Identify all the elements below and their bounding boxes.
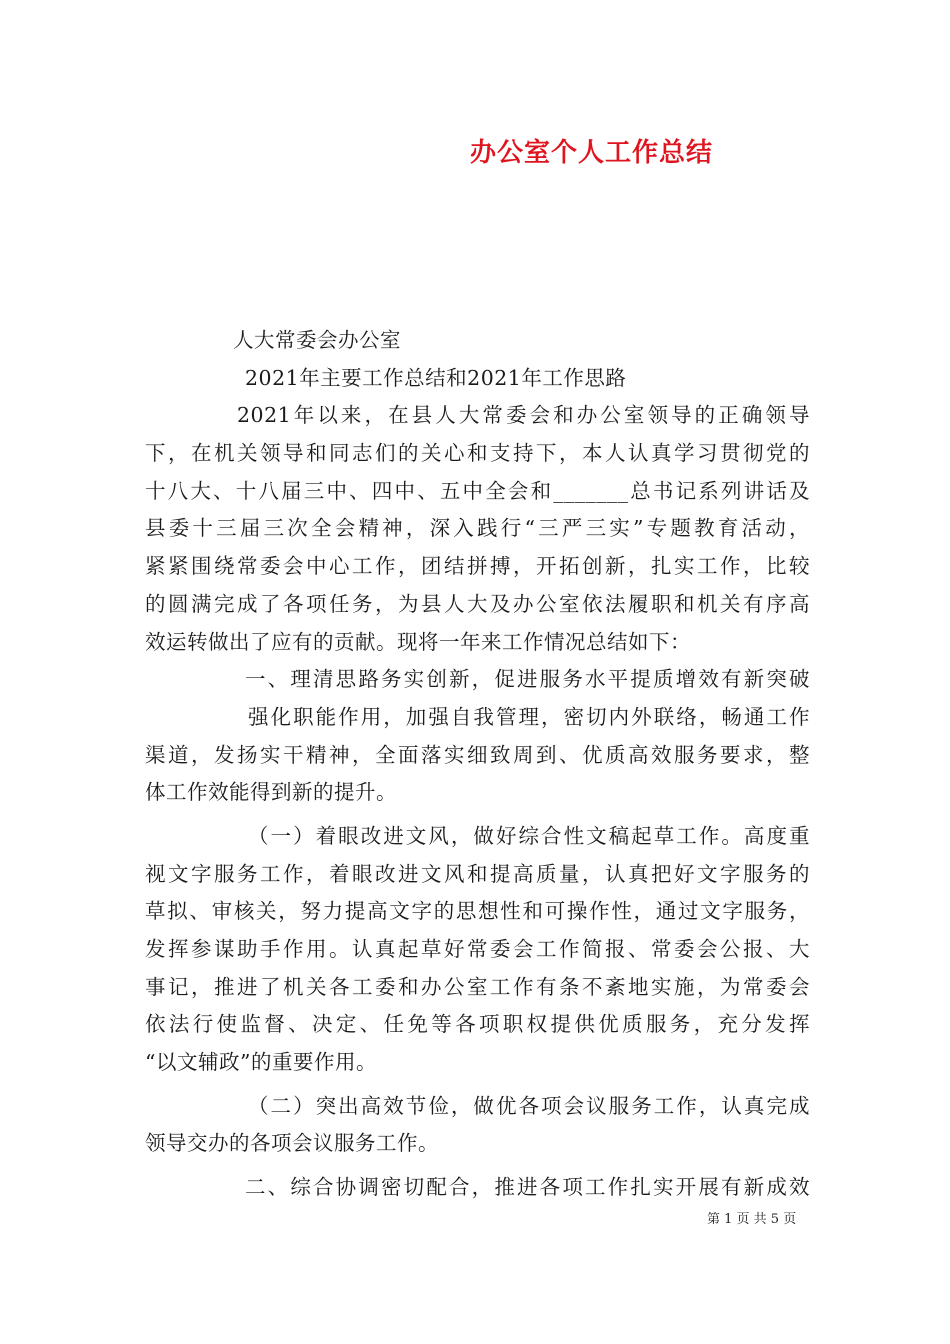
- document-body: [145, 322, 810, 1207]
- text-line: 草拟、审核关，努力提高文字的思想性和可操作性，通过文字服务，: [145, 899, 810, 924]
- org-name: 人大常委会办公室: [233, 328, 401, 352]
- text-line: 十八大、十八届三中、四中、五中全会和_______总书记系列讲话及: [145, 478, 810, 503]
- section-heading-1: 一、理清思路务实创新，促进服务水平提质增效有新突破: [245, 667, 810, 692]
- section-heading-2: 二、综合协调密切配合，推进各项工作扎实开展有新成效: [245, 1175, 810, 1200]
- item-2-paragraph: [145, 1088, 810, 1163]
- section-1-paragraph: [145, 699, 810, 812]
- text-line: 下，在机关领导和同志们的关心和支持下，本人认真学习贯彻党的: [145, 441, 810, 466]
- text-line: 效运转做出了应有的贡献。现将一年来工作情况总结如下：: [145, 629, 691, 654]
- text-line: 视文字服务工作，着眼改进文风和提高质量，认真把好文字服务的: [145, 861, 810, 886]
- document-title: 办公室个人工作总结: [470, 138, 714, 168]
- report-subtitle: 2021年主要工作总结和2021年工作思路: [245, 365, 627, 390]
- text-line: 县委十三届三次全会精神，深入践行“三严三实”专题教育活动，: [145, 516, 810, 541]
- text-line: 领导交办的各项会议服务工作。: [145, 1131, 439, 1156]
- item-1-paragraph: [145, 818, 810, 1082]
- page-number: 第 1 页 共 5 页: [707, 1212, 797, 1227]
- text-line: 体工作效能得到新的提升。: [145, 780, 397, 805]
- text-line: 渠道，发扬实干精神，全面落实细致周到、优质高效服务要求，整: [145, 742, 810, 767]
- text-line: 的圆满完成了各项任务，为县人大及办公室依法履职和机关有序高: [145, 591, 810, 616]
- text-line: 2021年以来，在县人大常委会和办公室领导的正确领导: [237, 403, 810, 428]
- text-line: （二）突出高效节俭，做优各项会议服务工作，认真完成: [248, 1093, 810, 1118]
- text-line: 事记，推进了机关各工委和办公室工作有条不紊地实施，为常委会: [145, 974, 810, 999]
- intro-paragraph: [145, 397, 810, 661]
- text-line: 依法行使监督、决定、任免等各项职权提供优质服务，充分发挥: [145, 1012, 810, 1037]
- text-line: （一）着眼改进文风，做好综合性文稿起草工作。高度重: [248, 823, 810, 848]
- text-line: “以文辅政”的重要作用。: [145, 1050, 377, 1075]
- text-line: 紧紧围绕常委会中心工作，团结拼搏，开拓创新，扎实工作，比较: [145, 554, 810, 579]
- text-line: 发挥参谋助手作用。认真起草好常委会工作简报、常委会公报、大: [145, 937, 810, 961]
- text-line: 强化职能作用，加强自我管理，密切内外联络，畅通工作: [248, 704, 810, 729]
